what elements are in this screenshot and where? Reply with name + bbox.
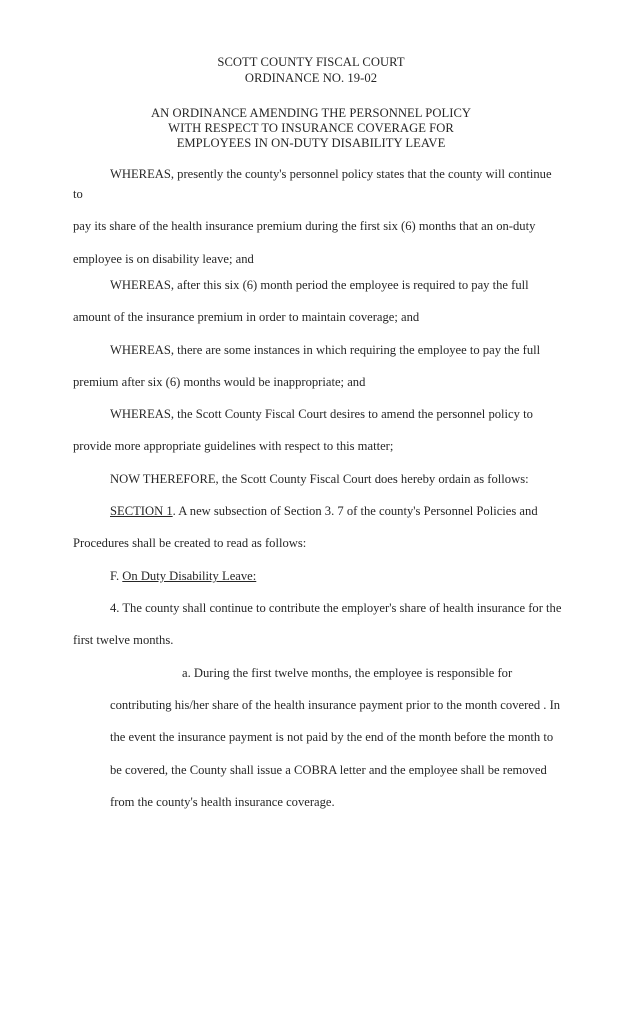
body-line: from the county's health insurance coverage. [110,795,335,809]
section-1-text: . A new subsection of Section 3. 7 of the county's Personnel Policies and [172,504,538,518]
body-line: amount of the insurance premium in order to maintain coverage; and [73,310,420,324]
body-line: Procedures shall be created to read as follows: [73,536,307,550]
ordinance-number: ORDINANCE NO. 19-02 [244,71,378,85]
ordinance-title-line-3: EMPLOYEES IN ON-DUTY DISABILITY LEAVE [176,136,446,150]
body-line: a. During the first twelve months, the employee is responsible for [182,666,513,680]
body-line: be covered, the County shall issue a COBRA letter and the employee shall be removed [110,763,547,777]
body-line: WHEREAS, there are some instances in which requiring the employee to pay the full [110,343,541,357]
subsection-heading [110,569,256,584]
ordinance-title-line-1: AN ORDINANCE AMENDING THE PERSONNEL POLICY [150,106,472,120]
ordain-clause: NOW THEREFORE, the Scott County Fiscal Court does hereby ordain as follows: [110,472,529,486]
body-line: to [73,187,83,201]
body-line: 4. The county shall continue to contribute the employer's share of health insurance for the [110,601,562,615]
subsection-prefix: F. [110,569,123,583]
body-line: employee is on disability leave; and [73,252,254,266]
body-line: provide more appropriate guidelines with respect to this matter; [73,439,394,453]
body-line: contributing his/her share of the health insurance payment prior to the month covered . In [110,698,561,712]
section-1-heading: SECTION 1 [110,504,173,518]
ordinance-title-line-2: WITH RESPECT TO INSURANCE COVERAGE FOR [168,121,454,135]
body-line: WHEREAS, after this six (6) month period the employee is required to pay the full [110,278,529,292]
court-name: SCOTT COUNTY FISCAL COURT [217,55,405,69]
body-line: pay its share of the health insurance premium during the first six (6) months that an on-duty [73,219,536,233]
subsection-title: On Duty Disability Leave: [122,569,257,583]
section-1-line [110,504,538,519]
body-line: WHEREAS, presently the county's personnel policy states that the county will continue [110,167,552,181]
body-line: WHEREAS, the Scott County Fiscal Court desires to amend the personnel policy to [110,407,533,421]
body-line: first twelve months. [73,633,174,647]
body-line: premium after six (6) months would be inappropriate; and [73,375,366,389]
body-line: the event the insurance payment is not paid by the end of the month before the month to [110,730,554,744]
